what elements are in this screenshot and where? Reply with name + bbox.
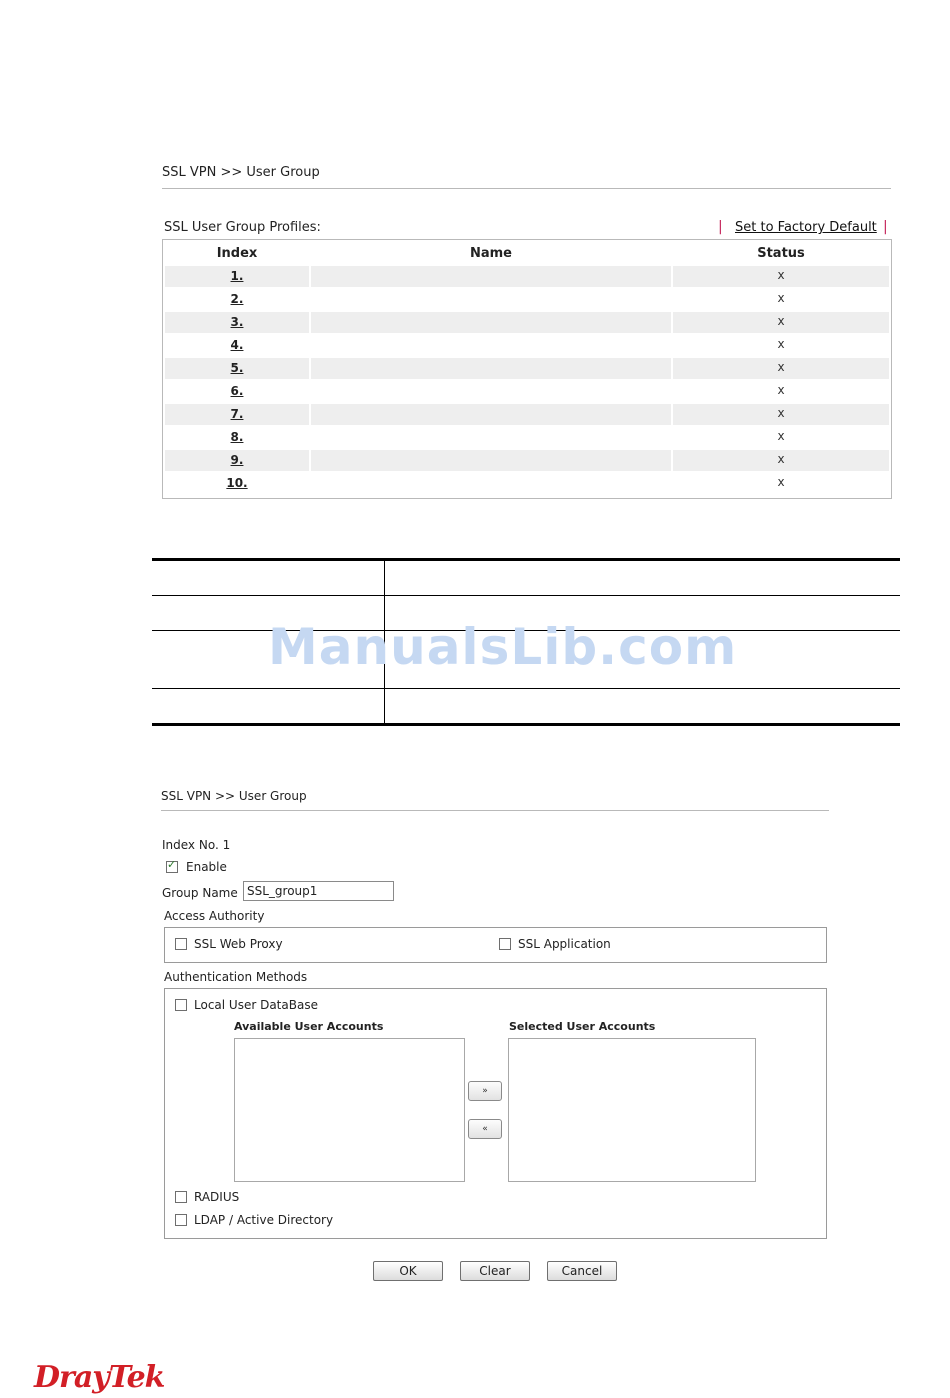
status-value: x bbox=[777, 452, 785, 466]
ldap-label: LDAP / Active Directory bbox=[194, 1213, 334, 1227]
index-label: Index No. 1 bbox=[162, 838, 231, 852]
index-link[interactable]: 6. bbox=[230, 384, 244, 398]
status-value: x bbox=[777, 291, 785, 305]
ldap-checkbox[interactable] bbox=[175, 1214, 187, 1226]
breadcrumb: SSL VPN >> User Group bbox=[162, 165, 320, 180]
table-row bbox=[165, 381, 889, 402]
form-breadcrumb: SSL VPN >> User Group bbox=[161, 789, 307, 803]
radius-label: RADIUS bbox=[194, 1190, 240, 1204]
index-link[interactable]: 8. bbox=[230, 430, 244, 444]
index-link[interactable]: 4. bbox=[230, 338, 244, 352]
group-name-label: Group Name bbox=[162, 886, 238, 900]
watermark: ManualsLib.com bbox=[268, 618, 738, 676]
index-link[interactable]: 5. bbox=[230, 361, 244, 375]
auth-methods-box bbox=[164, 988, 827, 1239]
status-value: x bbox=[777, 406, 785, 420]
header-name: Name bbox=[469, 246, 512, 261]
index-link[interactable]: 9. bbox=[230, 453, 244, 467]
local-db-checkbox[interactable] bbox=[175, 999, 187, 1011]
index-link[interactable]: 7. bbox=[230, 407, 244, 421]
cancel-button[interactable]: Cancel bbox=[547, 1261, 617, 1281]
remove-account-button[interactable]: « bbox=[468, 1119, 502, 1139]
ssl-web-proxy-checkbox[interactable] bbox=[175, 938, 187, 950]
profiles-table bbox=[162, 239, 892, 499]
available-accounts-list[interactable] bbox=[234, 1038, 465, 1182]
separator-right: | bbox=[883, 219, 888, 235]
group-name-input[interactable]: SSL_group1 bbox=[243, 881, 394, 901]
profiles-label: SSL User Group Profiles: bbox=[164, 220, 321, 235]
status-value: x bbox=[777, 429, 785, 443]
status-value: x bbox=[777, 475, 785, 489]
ssl-application-checkbox[interactable] bbox=[499, 938, 511, 950]
separator-left: | bbox=[718, 219, 723, 235]
status-value: x bbox=[777, 268, 785, 282]
table-row bbox=[165, 312, 889, 333]
add-account-button[interactable]: » bbox=[468, 1081, 502, 1101]
table-row bbox=[165, 335, 889, 356]
table-row bbox=[165, 473, 889, 494]
status-value: x bbox=[777, 337, 785, 351]
local-db-label: Local User DataBase bbox=[194, 998, 318, 1012]
set-factory-default-link[interactable]: Set to Factory Default bbox=[735, 220, 877, 235]
divider bbox=[162, 188, 891, 189]
selected-accounts-label: Selected User Accounts bbox=[509, 1020, 656, 1033]
table-row bbox=[165, 404, 889, 425]
table-row bbox=[165, 358, 889, 379]
radius-checkbox[interactable] bbox=[175, 1191, 187, 1203]
auth-methods-label: Authentication Methods bbox=[164, 970, 308, 984]
status-value: x bbox=[777, 360, 785, 374]
clear-button[interactable]: Clear bbox=[460, 1261, 530, 1281]
draytek-logo: DrayTek bbox=[34, 1360, 165, 1395]
available-accounts-label: Available User Accounts bbox=[234, 1020, 384, 1033]
selected-accounts-list[interactable] bbox=[508, 1038, 756, 1182]
table-row bbox=[165, 266, 889, 287]
ok-button[interactable]: OK bbox=[373, 1261, 443, 1281]
access-authority-label: Access Authority bbox=[164, 909, 265, 923]
ssl-application-label: SSL Application bbox=[518, 937, 611, 951]
table-row bbox=[165, 289, 889, 310]
ssl-web-proxy-label: SSL Web Proxy bbox=[194, 937, 283, 951]
index-link[interactable]: 2. bbox=[230, 292, 244, 306]
index-link[interactable]: 3. bbox=[230, 315, 244, 329]
status-value: x bbox=[777, 383, 785, 397]
header-index: Index bbox=[216, 246, 258, 261]
status-value: x bbox=[777, 314, 785, 328]
index-link[interactable]: 1. bbox=[230, 269, 244, 283]
table-row bbox=[165, 450, 889, 471]
divider bbox=[161, 810, 829, 811]
enable-label: Enable bbox=[186, 860, 227, 874]
table-row bbox=[165, 427, 889, 448]
index-link[interactable]: 10. bbox=[226, 476, 248, 490]
access-authority-box bbox=[164, 927, 827, 963]
header-status: Status bbox=[757, 246, 805, 261]
enable-checkbox[interactable] bbox=[166, 861, 178, 873]
